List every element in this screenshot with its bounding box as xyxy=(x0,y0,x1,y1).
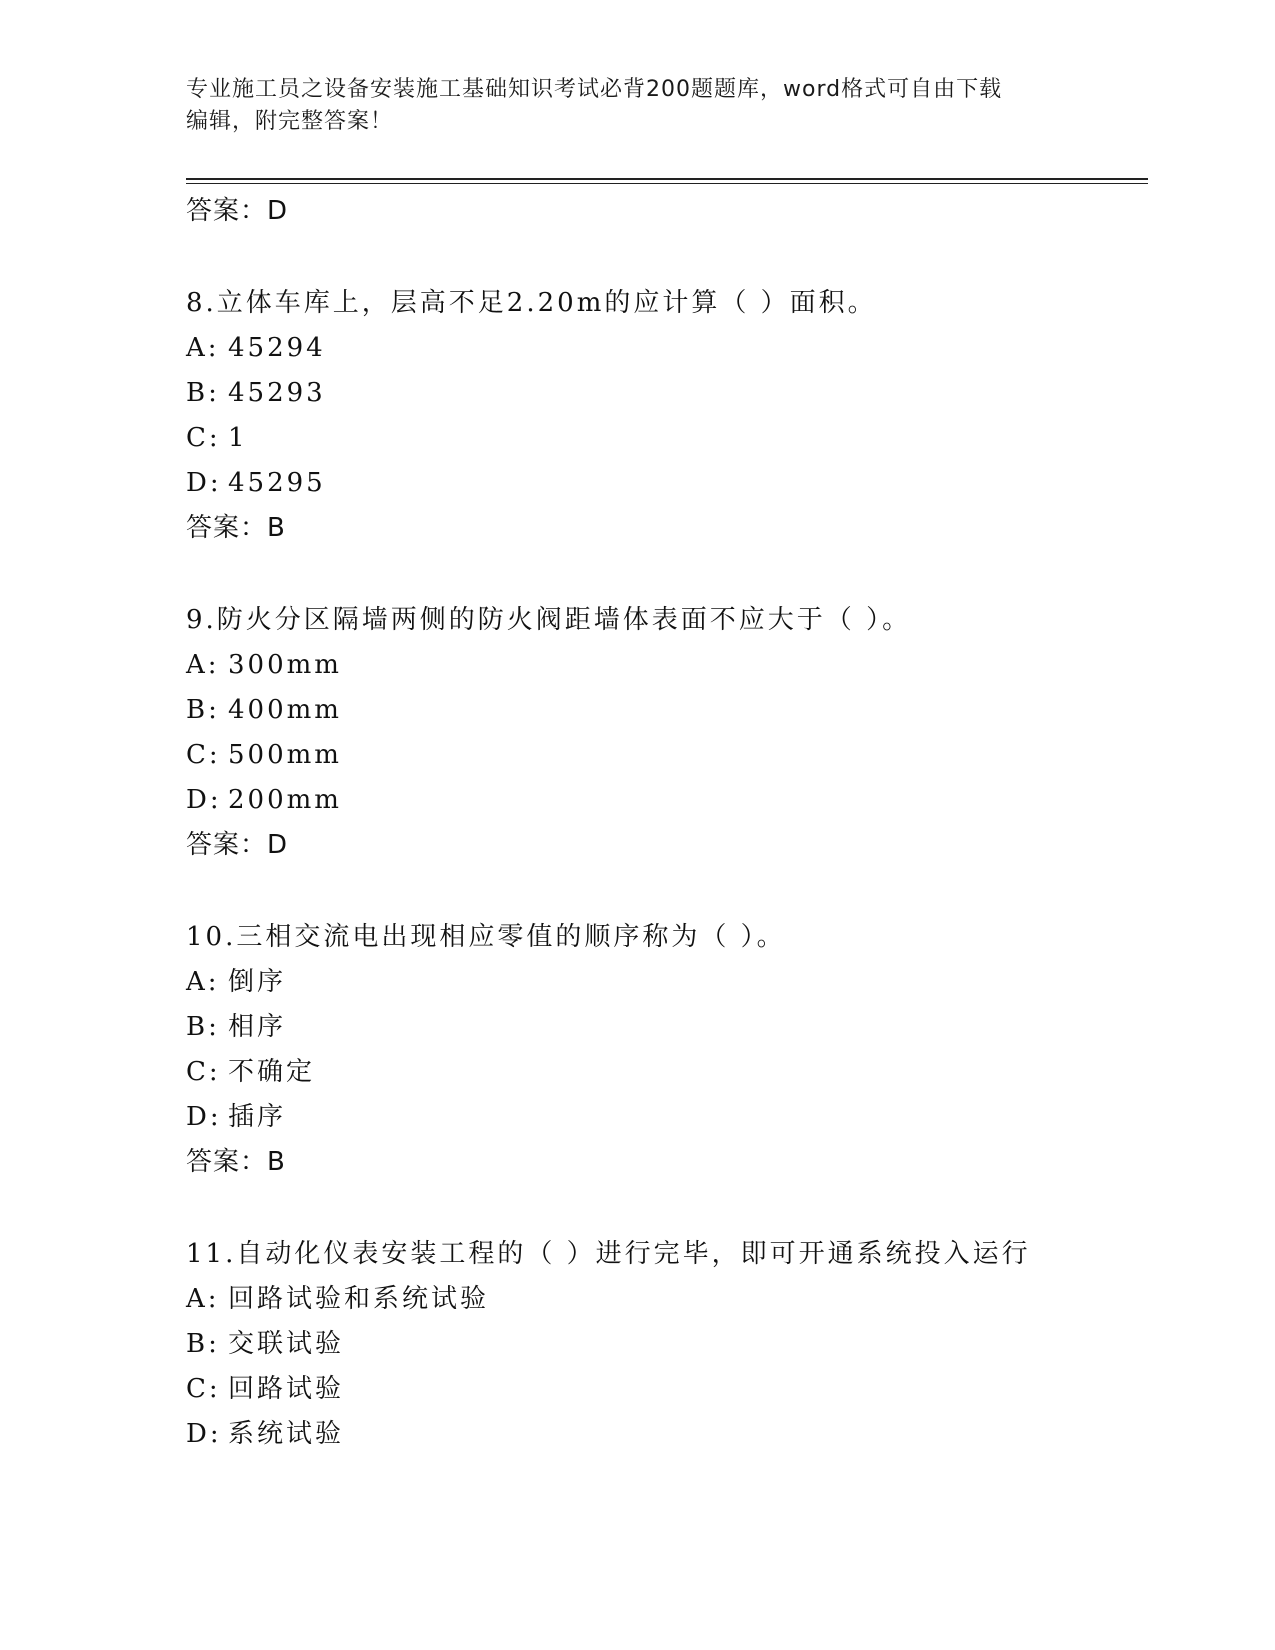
option-letter: B: xyxy=(186,1329,220,1359)
answer-8: 答案：B xyxy=(186,513,286,543)
answer-9: 答案：D xyxy=(186,830,289,860)
question-9-option-d xyxy=(186,778,1146,823)
header-rule-thin xyxy=(186,183,1148,184)
option-letter: A: xyxy=(186,967,220,997)
question-11-text: 11.自动化仪表安装工程的（ ）进行完毕，即可开通系统投入运行 xyxy=(186,1239,1031,1269)
header-line-2: 编辑，附完整答案！ xyxy=(186,109,394,134)
question-9-option-c xyxy=(186,733,1146,778)
question-10-option-a xyxy=(186,960,1146,1005)
option-letter: A: xyxy=(186,333,220,363)
question-10-text: 10.三相交流电出现相应零值的顺序称为（ ）。 xyxy=(186,922,786,952)
option-letter: C: xyxy=(186,1374,221,1404)
question-11-option-c xyxy=(186,1367,1146,1412)
question-block-9 xyxy=(186,598,1146,868)
option-letter: C: xyxy=(186,423,221,453)
option-letter: B: xyxy=(186,378,220,408)
option-text: 相序 xyxy=(228,1012,287,1042)
option-letter: A: xyxy=(186,1284,220,1314)
header-rule-thick xyxy=(186,178,1148,180)
option-letter: C: xyxy=(186,740,221,770)
option-text: 45294 xyxy=(228,333,326,363)
question-9-option-a xyxy=(186,643,1146,688)
question-list xyxy=(186,189,1146,1457)
option-letter: C: xyxy=(186,1057,221,1087)
option-letter: D: xyxy=(186,468,222,498)
question-8-option-c xyxy=(186,416,1146,461)
spacer xyxy=(186,868,1146,915)
question-block-10 xyxy=(186,915,1146,1185)
option-letter: D: xyxy=(186,785,222,815)
question-11-option-a xyxy=(186,1277,1146,1322)
option-text: 回路试验和系统试验 xyxy=(228,1284,490,1314)
option-text: 1 xyxy=(228,423,248,453)
question-block-8 xyxy=(186,281,1146,551)
option-text: 45293 xyxy=(228,378,326,408)
header-line-1: 专业施工员之设备安装施工基础知识考试必背200题题库，word格式可自由下载 xyxy=(186,77,1003,102)
option-letter: A: xyxy=(186,650,220,680)
answer-10: 答案：B xyxy=(186,1147,286,1177)
question-block-11 xyxy=(186,1232,1146,1457)
spacer xyxy=(186,234,1146,281)
page-header xyxy=(186,74,1086,138)
question-10-option-b xyxy=(186,1005,1146,1050)
question-8-option-d xyxy=(186,461,1146,506)
option-text: 300mm xyxy=(228,650,342,680)
option-text: 倒序 xyxy=(228,967,287,997)
option-text: 系统试验 xyxy=(228,1419,345,1449)
option-text: 回路试验 xyxy=(228,1374,345,1404)
option-text: 不确定 xyxy=(228,1057,316,1087)
option-letter: B: xyxy=(186,695,220,725)
question-11-option-b xyxy=(186,1322,1146,1367)
question-10-option-d xyxy=(186,1095,1146,1140)
spacer xyxy=(186,551,1146,598)
option-letter: D: xyxy=(186,1102,222,1132)
question-10-option-c xyxy=(186,1050,1146,1095)
option-letter: B: xyxy=(186,1012,220,1042)
answer-7: 答案：D xyxy=(186,196,289,226)
option-text: 插序 xyxy=(228,1102,287,1132)
option-letter: D: xyxy=(186,1419,222,1449)
spacer xyxy=(186,1185,1146,1232)
question-9-option-b xyxy=(186,688,1146,733)
option-text: 45295 xyxy=(228,468,326,498)
question-11-option-d xyxy=(186,1412,1146,1457)
question-8-option-b xyxy=(186,371,1146,416)
option-text: 200mm xyxy=(228,785,342,815)
option-text: 交联试验 xyxy=(228,1329,345,1359)
option-text: 400mm xyxy=(228,695,342,725)
question-8-text: 8.立体车库上，层高不足2.20m的应计算（ ）面积。 xyxy=(186,288,877,318)
option-text: 500mm xyxy=(228,740,342,770)
question-8-option-a xyxy=(186,326,1146,371)
question-9-text: 9.防火分区隔墙两侧的防火阀距墙体表面不应大于（ ）。 xyxy=(186,605,912,635)
